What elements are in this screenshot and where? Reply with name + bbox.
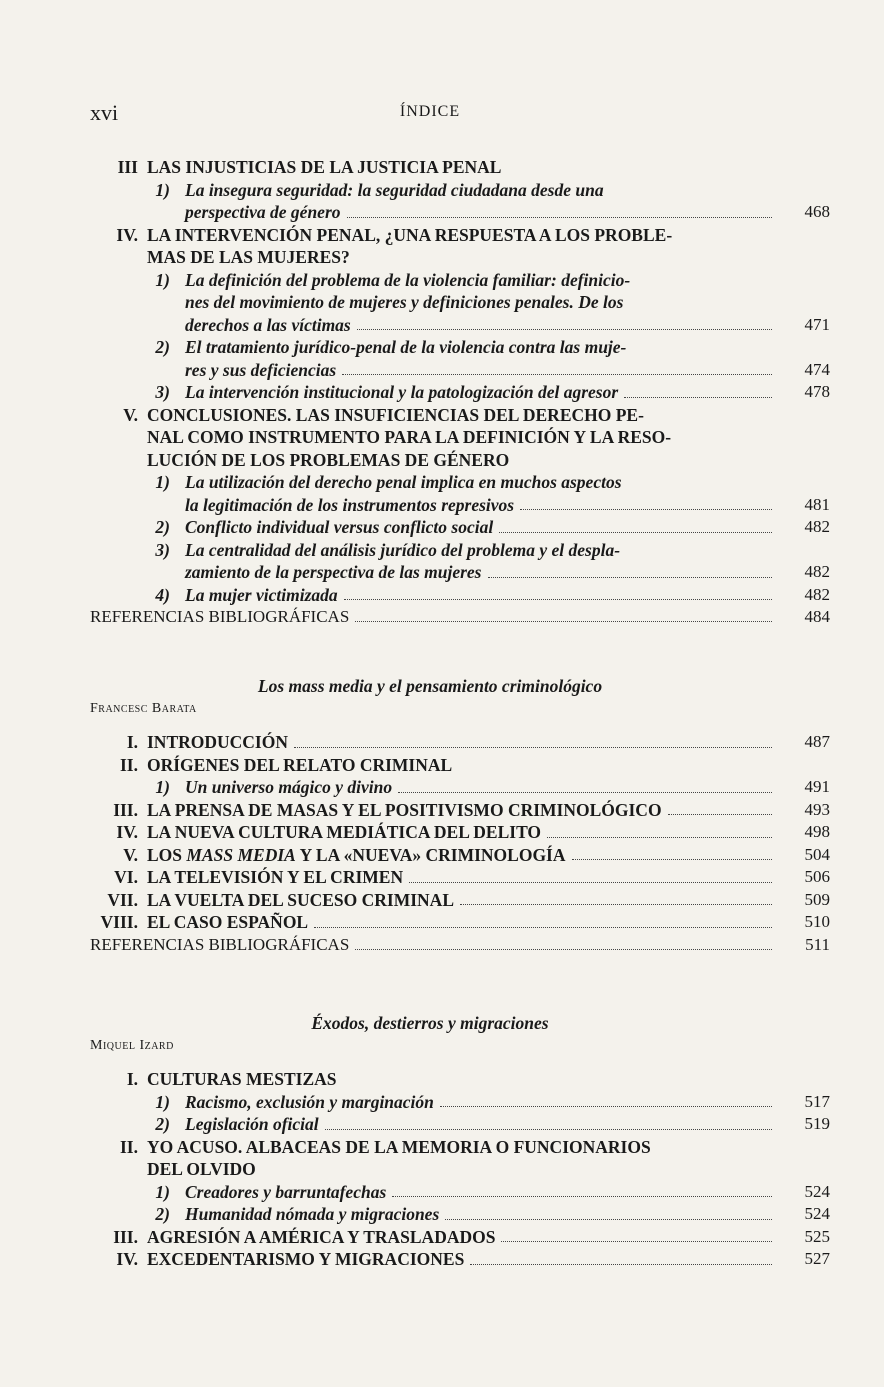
dot-leader	[470, 1264, 772, 1265]
dot-leader	[445, 1219, 772, 1220]
entry-number: 1)	[155, 777, 170, 797]
dot-leader	[344, 599, 772, 600]
entry-number: V.	[123, 404, 138, 425]
entry-number: VII.	[107, 889, 138, 910]
toc-entry	[90, 269, 830, 337]
entry-number: IV.	[116, 822, 138, 842]
dot-leader	[499, 532, 772, 533]
entry-title: LA INTERVENCIÓN PENAL, ¿UNA RESPUESTA A LOS PROBLE-	[147, 224, 673, 245]
page-ref: 524	[804, 1181, 830, 1201]
entry-number: IV.	[116, 224, 138, 245]
entry-title: Creadores y barruntafechas	[185, 1181, 387, 1202]
page-ref: 524	[804, 1204, 830, 1223]
entry-title: la legitimación de los instrumentos represivos	[185, 494, 515, 515]
dot-leader	[355, 949, 772, 950]
entry-title: La utilización del derecho penal implica en muchos aspectos	[185, 472, 622, 492]
dot-leader	[488, 561, 773, 578]
dot-leader	[460, 904, 772, 905]
toc-entry	[90, 1248, 830, 1271]
toc-entry	[90, 1226, 830, 1249]
entry-title: LA NUEVA CULTURA MEDIÁTICA DEL DELITO	[147, 822, 542, 842]
page-ref: 517	[804, 1091, 830, 1111]
toc-entry	[90, 776, 830, 799]
toc-entry-references	[90, 934, 830, 956]
entry-title: MAS DE LAS MUJERES?	[147, 247, 350, 267]
entry-title: La centralidad del análisis jurídico del problema y el despla-	[185, 539, 621, 560]
page-ref: 478	[804, 382, 830, 401]
toc-entry	[90, 889, 830, 912]
toc-section-3	[90, 1013, 830, 1271]
entry-number: III.	[113, 799, 138, 820]
entry-title: AGRESIÓN A AMÉRICA Y TRASLADADOS	[147, 1226, 496, 1247]
toc-section-1	[90, 156, 830, 628]
entry-number: 2)	[155, 337, 170, 357]
entry-number: 3)	[155, 539, 170, 560]
toc-entry	[90, 821, 830, 844]
entry-title: LUCIÓN DE LOS PROBLEMAS DE GÉNERO	[147, 449, 510, 470]
entry-title: perspectiva de género	[185, 202, 341, 222]
toc-entry	[90, 179, 830, 224]
entry-title: derechos a las víctimas	[185, 314, 351, 335]
entry-number: VI.	[114, 867, 138, 887]
dot-leader	[572, 859, 772, 860]
page-ref: 493	[804, 799, 830, 819]
page-number: xvi	[90, 100, 119, 125]
dot-leader	[347, 217, 772, 218]
entry-title: CONCLUSIONES. LAS INSUFICIENCIAS DEL DERECHO PE-	[147, 404, 644, 425]
entry-title: Conflicto individual versus conflicto social	[185, 517, 494, 537]
page-ref: 510	[804, 912, 830, 931]
entry-title: REFERENCIAS BIBLIOGRÁFICAS	[90, 607, 350, 626]
toc-entry-references	[90, 606, 830, 628]
entry-title	[147, 844, 566, 867]
page-ref: 519	[804, 1114, 830, 1133]
dot-leader	[624, 397, 772, 398]
toc-entry	[90, 1181, 830, 1204]
page-ref: 511	[805, 934, 830, 954]
entry-title: ORÍGENES DEL RELATO CRIMINAL	[147, 754, 453, 775]
dot-leader	[355, 621, 772, 622]
page-ref: 525	[804, 1226, 830, 1246]
entry-title: REFERENCIAS BIBLIOGRÁFICAS	[90, 934, 350, 954]
entry-number: 3)	[155, 382, 170, 402]
entry-number: 4)	[155, 584, 170, 605]
entry-title: EL CASO ESPAÑOL	[147, 912, 309, 932]
toc-entry	[90, 799, 830, 822]
entry-title: Un universo mágico y divino	[185, 777, 393, 797]
toc-entry	[90, 516, 830, 539]
page-ref: 471	[804, 314, 830, 334]
page-ref: 482	[804, 517, 830, 536]
entry-number: 2)	[155, 517, 170, 537]
dot-leader	[294, 747, 772, 748]
entry-title: LA VUELTA DEL SUCESO CRIMINAL	[147, 889, 454, 910]
toc-entry	[90, 844, 830, 867]
entry-title: LA PRENSA DE MASAS Y EL POSITIVISMO CRIMINOLÓGICO	[147, 799, 662, 820]
entry-number: VIII.	[100, 912, 138, 932]
entry-title: nes del movimiento de mujeres y definiciones penales. De los	[185, 292, 624, 312]
entry-number: 1)	[155, 179, 170, 200]
entry-title: CULTURAS MESTIZAS	[147, 1069, 337, 1089]
running-title: ÍNDICE	[399, 103, 461, 120]
chapter-title	[90, 676, 830, 697]
toc-entry	[90, 584, 830, 607]
page-ref: 487	[804, 732, 830, 751]
entry-number: 1)	[155, 1091, 170, 1112]
chapter-author: Miquel Izard	[90, 1038, 174, 1053]
entry-title-part: Y LA «NUEVA» CRIMINOLOGÍA	[295, 844, 566, 865]
page-ref: 491	[804, 777, 830, 796]
page-ref: 504	[804, 844, 830, 864]
toc-entry	[90, 381, 830, 404]
page-ref: 484	[804, 607, 830, 626]
page-ref: 527	[804, 1249, 830, 1268]
entry-title: INTRODUCCIÓN	[147, 732, 288, 752]
entry-title: DEL OLVIDO	[147, 1159, 256, 1179]
dot-leader	[501, 1241, 772, 1242]
dot-leader	[547, 837, 772, 838]
entry-number: IV.	[116, 1249, 138, 1269]
chapter-title-part: y el pensamiento criminológico	[372, 676, 603, 696]
toc-entry	[90, 731, 830, 754]
dot-leader	[520, 494, 772, 511]
dot-leader	[325, 1129, 772, 1130]
entry-title: La definición del problema de la violencia familiar: definicio-	[185, 269, 631, 290]
entry-number: 1)	[155, 1181, 170, 1202]
entry-title: YO ACUSO. ALBACEAS DE LA MEMORIA O FUNCIONARIOS	[147, 1136, 651, 1157]
entry-number: 2)	[155, 1114, 170, 1134]
toc-entry	[90, 336, 830, 381]
entry-number: I.	[126, 1069, 138, 1089]
entry-number: II.	[120, 1136, 138, 1157]
toc-entry	[90, 1068, 830, 1091]
toc-section-2	[90, 676, 830, 956]
entry-title: LA TELEVISIÓN Y EL CRIMEN	[147, 867, 404, 887]
chapter-title-part: Los mass media	[257, 676, 373, 696]
entry-title: La insegura seguridad: la seguridad ciudadana desde una	[185, 179, 604, 200]
entry-number: 1)	[155, 269, 170, 290]
dot-leader	[314, 927, 772, 928]
toc-entry	[90, 539, 830, 584]
dot-leader	[409, 882, 772, 883]
entry-title: zamiento de la perspectiva de las mujeres	[185, 562, 482, 582]
toc-entry	[90, 224, 830, 269]
entry-title: Legislación oficial	[185, 1114, 319, 1134]
toc-entry	[90, 1113, 830, 1136]
page-ref: 482	[804, 584, 830, 604]
entry-title: res y sus deficiencias	[185, 359, 337, 380]
entry-number: V.	[123, 844, 138, 865]
page-ref: 481	[804, 494, 830, 514]
entry-title-part: LOS	[147, 844, 187, 865]
chapter-title: Éxodos, destierros y migraciones	[311, 1013, 549, 1033]
page-ref: 468	[804, 202, 830, 221]
toc-entry	[90, 1136, 830, 1181]
toc-entry	[90, 911, 830, 934]
entry-title: Racismo, exclusión y marginación	[185, 1091, 434, 1112]
toc-entry	[90, 404, 830, 472]
toc-entry	[90, 1203, 830, 1226]
dot-leader	[357, 314, 772, 331]
entry-title: La mujer victimizada	[185, 584, 338, 605]
toc-entry	[90, 754, 830, 777]
dot-leader	[440, 1106, 772, 1107]
page-header	[90, 100, 770, 130]
entry-title: Humanidad nómada y migraciones	[185, 1204, 440, 1224]
toc-entry	[90, 866, 830, 889]
dot-leader	[668, 814, 772, 815]
dot-leader	[398, 792, 772, 793]
entry-title: NAL COMO INSTRUMENTO PARA LA DEFINICIÓN Y LA RESO-	[147, 427, 672, 447]
page-ref: 474	[804, 359, 830, 379]
entry-title: EXCEDENTARISMO Y MIGRACIONES	[147, 1249, 465, 1269]
entry-number: 2)	[155, 1204, 170, 1224]
entry-number: I.	[126, 732, 138, 752]
entry-title: LAS INJUSTICIAS DE LA JUSTICIA PENAL	[147, 157, 502, 177]
page-ref: 482	[804, 562, 830, 581]
entry-number: III.	[113, 1226, 138, 1247]
entry-number: III	[117, 157, 138, 177]
entry-title: El tratamiento jurídico-penal de la violencia contra las muje-	[185, 337, 627, 357]
dot-leader	[392, 1196, 772, 1197]
entry-title-part: MASS MEDIA	[186, 844, 296, 865]
entry-number: II.	[120, 754, 138, 775]
toc-entry	[90, 1091, 830, 1114]
chapter-author: Francesc Barata	[90, 701, 197, 716]
page-ref: 506	[804, 867, 830, 886]
page-ref: 509	[804, 889, 830, 909]
entry-title: La intervención institucional y la patologización del agresor	[185, 382, 619, 402]
dot-leader	[342, 359, 772, 376]
toc-entry	[90, 156, 830, 179]
entry-number: 1)	[155, 472, 170, 492]
toc-entry	[90, 471, 830, 516]
page-ref: 498	[804, 822, 830, 841]
